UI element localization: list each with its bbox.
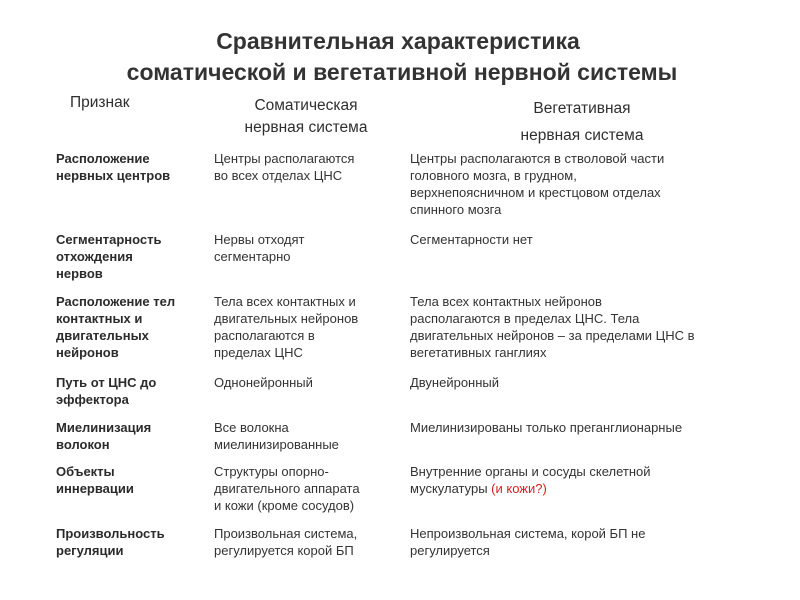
header-somatic-line1: Соматическая [254,97,358,114]
row4-autonomic [410,374,770,391]
line: регулируется корой БП [214,543,354,558]
line: Тела всех контактных и [214,294,356,309]
row4-somatic [214,374,404,391]
row2-somatic [214,231,404,265]
line: двигательного аппарата [214,481,360,496]
line: иннервации [56,481,134,496]
line: Структуры опорно- [214,464,329,479]
line: контактных и [56,311,143,326]
row3-somatic [214,293,404,361]
line: Миелинизированы только преганглионарные [410,420,683,435]
line: Сегментарности нет [410,232,533,247]
line: нервных центров [56,168,171,183]
skin-note: (и кожи?) [491,481,547,496]
row5-autonomic [410,419,770,436]
line: головного мозга, в грудном, [410,168,577,183]
line: Нервы отходят [214,232,305,247]
line: располагаются в [214,328,315,343]
line: верхнепоясничном и крестцовом отделах [410,185,661,200]
line: эффектора [56,392,129,407]
line: Все волокна [214,420,289,435]
row7-feature [56,525,206,559]
line: Внутренние органы и сосуды скелетной [410,464,651,479]
row2-autonomic [410,231,770,248]
row5-somatic [214,419,404,453]
header-autonomic-line1: Вегетативная [533,100,631,117]
row7-autonomic [410,525,770,559]
line: располагаются в пределах ЦНС. Тела [410,311,640,326]
header-autonomic [482,95,682,149]
line: двигательных нейронов – за пределами ЦНС в [410,328,695,343]
line: пределах ЦНС [214,345,303,360]
row1-autonomic [410,150,770,218]
line: Сегментарность [56,232,162,247]
row2-feature [56,231,206,282]
header-somatic-line2: нервная система [244,119,368,136]
row4-feature [56,374,206,408]
header-autonomic-line2: нервная система [520,127,644,144]
row6-autonomic [410,463,770,497]
line: Произвольность [56,526,165,541]
line: Произвольная система, [214,526,358,541]
line: Тела всех контактных нейронов [410,294,602,309]
row6-somatic [214,463,404,514]
line: Миелинизация [56,420,152,435]
line: Расположение [56,151,150,166]
line: нейронов [56,345,119,360]
line: отхождения [56,249,133,264]
row1-somatic [214,150,404,184]
row5-feature [56,419,206,453]
line: двигательных [56,328,149,343]
line: и кожи (кроме сосудов) [214,498,355,513]
row3-feature [56,293,206,361]
page-title: Сравнительная характеристика [216,28,580,54]
line: Двунейронный [410,375,500,390]
row6-feature [56,463,206,497]
line: Расположение тел [56,294,176,309]
row3-autonomic [410,293,770,361]
line: во всех отделах ЦНС [214,168,343,183]
line: Путь от ЦНС до [56,375,157,390]
line: Непроизвольная система, корой БП не [410,526,646,541]
line: спинного мозга [410,202,502,217]
line: Центры располагаются в стволовой части [410,151,665,166]
line: Однонейронный [214,375,313,390]
line: регуляции [56,543,124,558]
line: двигательных нейронов [214,311,359,326]
row7-somatic [214,525,404,559]
header-somatic [216,95,396,139]
line: нервов [56,266,103,281]
line: Объекты [56,464,115,479]
line: вегетативных ганглиях [410,345,547,360]
line: Центры располагаются [214,151,355,166]
line: волокон [56,437,110,452]
line-text: мускулатуры [410,481,488,496]
header-feature: Признак [70,94,130,111]
line [410,480,770,497]
line: сегментарно [214,249,291,264]
row1-feature [56,150,206,184]
line: миелинизированные [214,437,339,452]
page-subtitle: соматической и вегетативной нервной системы [126,59,678,85]
line: регулируется [410,543,490,558]
